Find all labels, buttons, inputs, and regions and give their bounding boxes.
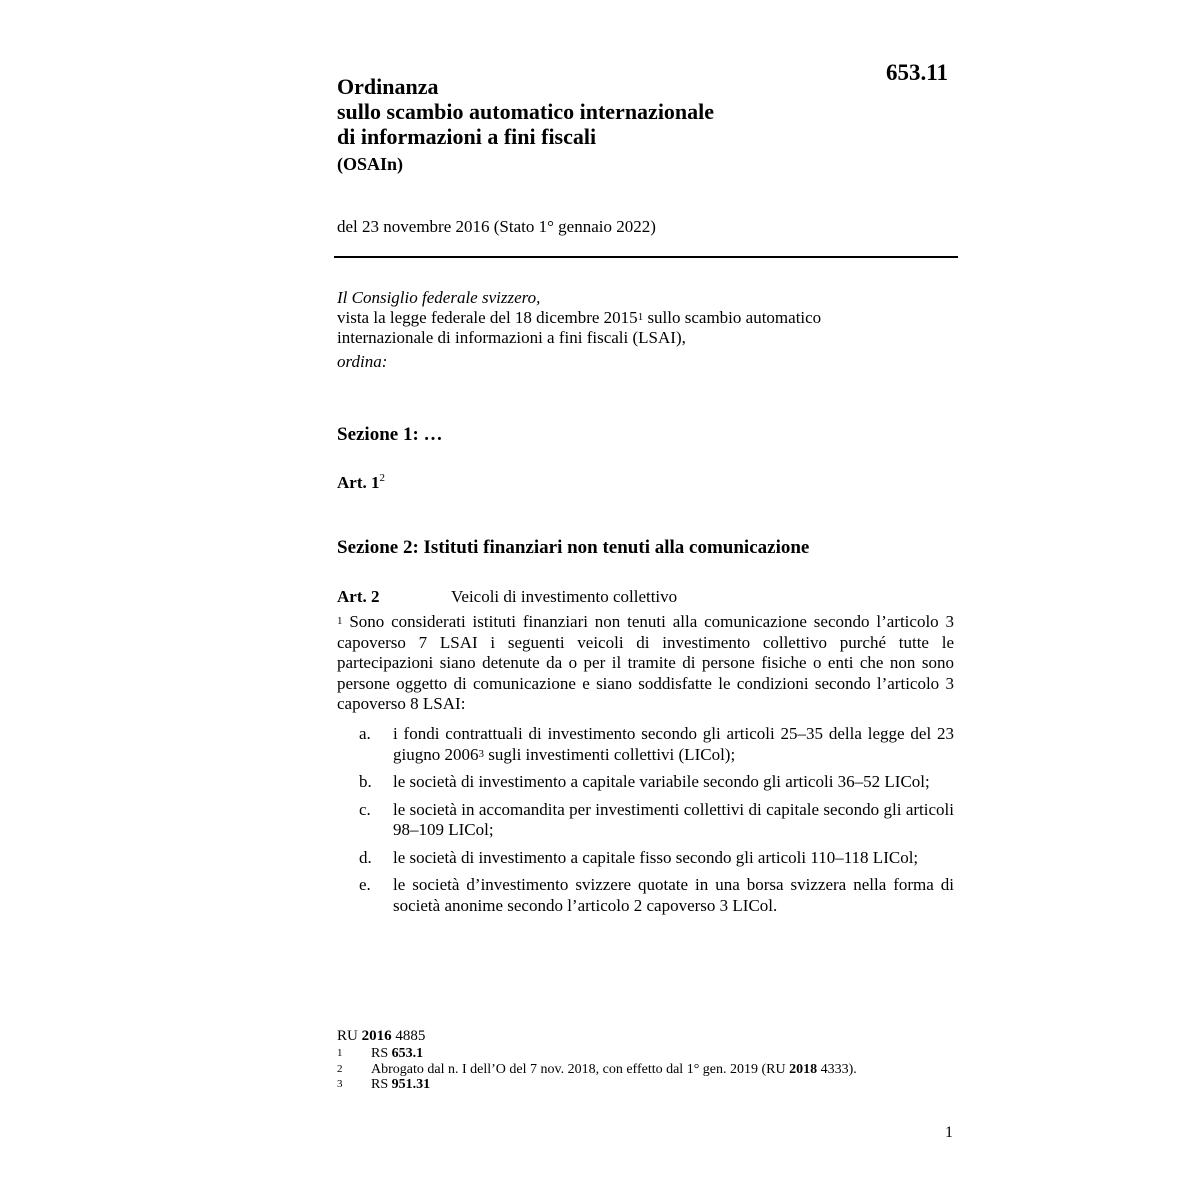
footnotes [337,1046,957,1093]
enumeration-list [337,724,954,923]
list-item-label: b. [359,772,372,791]
footnote [337,1077,957,1093]
paragraph-number: 1 [337,615,343,627]
header-divider [334,256,958,258]
document-title [337,74,714,149]
footnote-number: 3 [337,1078,343,1090]
article-paragraph [337,612,954,715]
article-title: Veicoli di investimento collettivo [451,587,678,606]
preamble [337,288,957,372]
footnote-text: RS 653.1 [371,1046,424,1061]
list-item [337,772,954,793]
footnote-number: 1 [337,1047,343,1059]
title-line: sullo scambio automatico internazionale [337,99,715,124]
article-heading [337,473,385,493]
legal-basis [337,308,957,348]
list-item [337,875,954,916]
list-item-text: le società d’investimento svizzere quotate in una borsa svizzera nella forma di società anonime secondo l’articolo 2 capoverso 3 LICol. [393,875,954,915]
article-label: Art. 1 [337,473,380,492]
issuing-authority: Il Consiglio federale svizzero, [337,288,541,307]
list-item-label: a. [359,724,371,743]
section-heading: Sezione 2: Istituti finanziari non tenuti alla comunicazione [337,537,810,558]
list-item-text: i fondi contrattuali di investimento secondo gli articoli 25–35 della legge del 23 giugno 2006$^3$ sugli investimenti collettivi (LICol); [393,724,954,764]
document-abbreviation: (OSAIn) [337,154,404,174]
footnote-text: Abrogato dal n. I dell’O del 7 nov. 2018, con effetto dal 1° gen. 2019 (RU 2018 4333). [371,1061,857,1077]
paragraph-text: Sono considerati istituti finanziari non tenuti alla comunicazione secondo l’articolo 3 capoverso 7 LSAI i seguenti veicoli di investimento collettivo purché tutte le partecipazioni siano detenute da o per il tramite di persone fisiche o enti che non sono persone oggetto di comunicazione e siano soddisfatte le condizioni secondo l’articolo 3 capoverso 8 LSAI: [337,612,954,713]
footnote-number: 2 [337,1062,343,1075]
title-line: di informazioni a fini fiscali [337,124,597,149]
title-line: Ordinanza [337,74,439,99]
ordains: ordina: [337,352,388,371]
official-compilation-reference: RU 2016 4885 [337,1028,426,1044]
list-item-label: e. [359,875,371,894]
list-item-label: d. [359,847,372,867]
footnote-ref[interactable]: 1 [637,311,644,323]
page-number: 1 [945,1124,953,1141]
footnote-ref[interactable]: 3 [478,747,484,760]
legal-basis-text: vista la legge federale del 18 dicembre 2015 [337,308,638,327]
list-item-label: c. [359,799,371,819]
footnote [337,1046,957,1062]
list-item-text: le società in accomandita per investimenti collettivi di capitale secondo gli articoli 98–109 LICol; [393,799,954,839]
list-item [337,724,954,765]
article-label: Art. 2 [337,587,380,606]
date-status-line: del 23 novembre 2016 (Stato 1° gennaio 2022) [337,217,656,236]
footnote-ref[interactable]: 2 [379,472,385,484]
footnote-text: RS 951.31 [371,1077,431,1092]
footnote [337,1062,957,1078]
legal-basis-text: sullo scambio automatico [643,308,822,327]
list-item [337,800,954,841]
list-item [337,848,954,869]
legal-basis-text: internazionale di informazioni a fini fiscali (LSAI), [337,328,686,347]
article-heading [337,587,379,607]
section-heading: Sezione 1: … [337,424,443,445]
list-item-text: le società di investimento a capitale variabile secondo gli articoli 36–52 LICol; [393,772,930,791]
list-item-text: le società di investimento a capitale fisso secondo gli articoli 110–118 LICol; [393,847,919,867]
sr-number: 653.11 [886,60,948,85]
